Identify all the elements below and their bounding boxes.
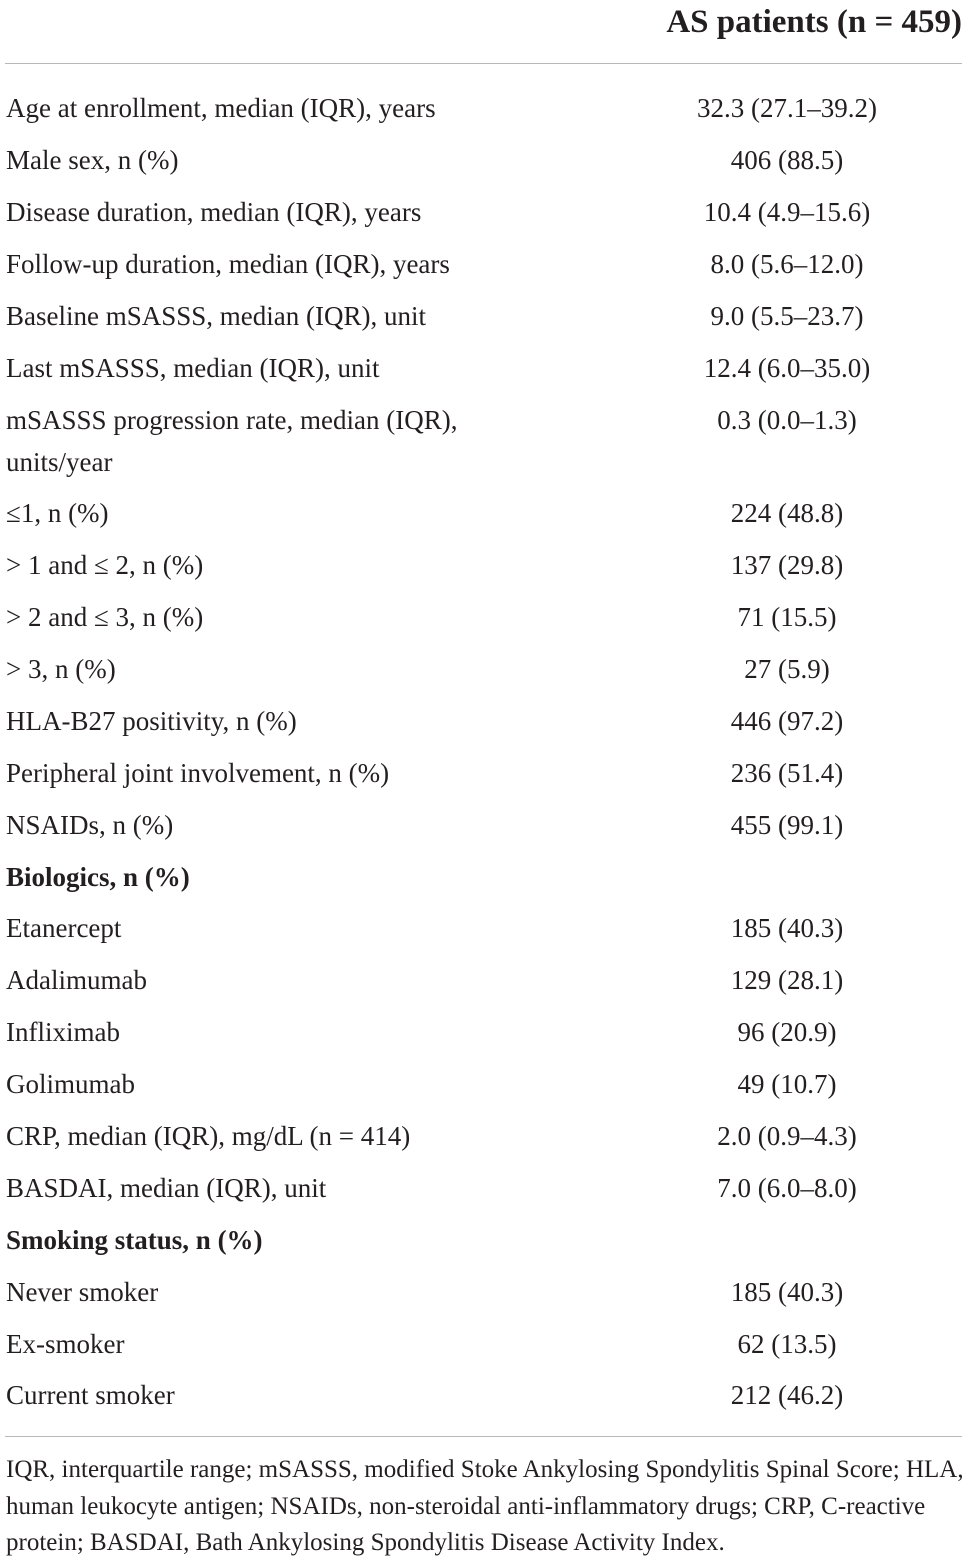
- table-row: [0, 1063, 968, 1115]
- column-header-as-patients: AS patients (n = 459): [666, 4, 962, 40]
- table-row: [0, 1115, 968, 1167]
- row-label: mSASSS progression rate, median (IQR), units/year: [6, 405, 458, 477]
- row-value: 32.3 (27.1–39.2): [697, 93, 877, 123]
- table-row: [0, 596, 968, 648]
- table-row: [0, 1167, 968, 1219]
- row-label: Last mSASSS, median (IQR), unit: [6, 353, 380, 383]
- row-value: 27 (5.9): [744, 654, 830, 684]
- table-row: [0, 492, 968, 544]
- table-row: [0, 87, 968, 139]
- row-value: 224 (48.8): [730, 498, 844, 528]
- row-value: 185 (40.3): [730, 913, 844, 943]
- table-row: [0, 959, 968, 1011]
- table-row: [0, 752, 968, 804]
- row-value: 129 (28.1): [730, 965, 844, 995]
- table-row: [0, 243, 968, 295]
- section-label: Smoking status, n (%): [6, 1225, 263, 1255]
- row-value: 71 (15.5): [737, 602, 837, 632]
- row-label: > 1 and ≤ 2, n (%): [6, 550, 204, 580]
- row-label: NSAIDs, n (%): [6, 810, 174, 840]
- row-value: 406 (88.5): [730, 145, 844, 175]
- table-row: [0, 191, 968, 243]
- row-label: Infliximab: [6, 1017, 120, 1047]
- table-row: [0, 648, 968, 700]
- row-label: Adalimumab: [6, 965, 147, 995]
- row-value: 49 (10.7): [737, 1069, 837, 1099]
- table-row: [0, 544, 968, 596]
- row-value: 10.4 (4.9–15.6): [703, 197, 871, 227]
- section-label: Biologics, n (%): [6, 862, 190, 892]
- table-row: [0, 1323, 968, 1375]
- row-label: Etanercept: [6, 913, 122, 943]
- row-value: 12.4 (6.0–35.0): [703, 353, 871, 383]
- row-label: BASDAI, median (IQR), unit: [6, 1173, 327, 1203]
- table-row: [0, 1374, 968, 1426]
- row-label: Male sex, n (%): [6, 145, 179, 175]
- row-label: Ex-smoker: [6, 1329, 125, 1359]
- row-value: 185 (40.3): [730, 1277, 844, 1307]
- row-value: 0.3 (0.0–1.3): [717, 405, 857, 435]
- row-value: 455 (99.1): [730, 810, 844, 840]
- row-label: Disease duration, median (IQR), years: [6, 197, 422, 227]
- table-row: [0, 700, 968, 752]
- table-row: [0, 139, 968, 191]
- row-value: 7.0 (6.0–8.0): [717, 1173, 857, 1203]
- row-label: > 3, n (%): [6, 654, 116, 684]
- row-label: Age at enrollment, median (IQR), years: [6, 93, 436, 123]
- table-row: [0, 1271, 968, 1323]
- row-label: Golimumab: [6, 1069, 135, 1099]
- table-row: [0, 1011, 968, 1063]
- row-label: ≤1, n (%): [6, 498, 109, 528]
- table-row: [0, 399, 968, 493]
- row-value: 236 (51.4): [730, 758, 844, 788]
- row-label: > 2 and ≤ 3, n (%): [6, 602, 204, 632]
- row-label: CRP, median (IQR), mg/dL (n = 414): [6, 1121, 411, 1151]
- row-label: Current smoker: [6, 1380, 175, 1410]
- row-label: Peripheral joint involvement, n (%): [6, 758, 390, 788]
- row-value: 137 (29.8): [730, 550, 844, 580]
- row-label: Follow-up duration, median (IQR), years: [6, 249, 450, 279]
- header-rule: [5, 63, 962, 64]
- table-header: [0, 0, 962, 44]
- row-value: 8.0 (5.6–12.0): [710, 249, 864, 279]
- table-row: [0, 804, 968, 856]
- section-row-smoking-status: [0, 1219, 968, 1271]
- section-row-biologics: [0, 856, 968, 908]
- table-footnote: IQR, interquartile range; mSASSS, modified Stoke Ankylosing Spondylitis Spinal Score; HLA, human leukocyte antigen; NSAIDs, non-steroidal anti-inflammatory drugs; CRP, C-reactive protein; BASDAI, Bath Ankylosing Spondylitis Disease Activity Index.: [6, 1456, 964, 1556]
- row-label: Baseline mSASSS, median (IQR), unit: [6, 301, 426, 331]
- table-row: [0, 295, 968, 347]
- row-value: 9.0 (5.5–23.7): [710, 301, 864, 331]
- table-row: [0, 347, 968, 399]
- row-value: 446 (97.2): [730, 706, 844, 736]
- row-label: HLA-B27 positivity, n (%): [6, 706, 297, 736]
- row-value: 62 (13.5): [737, 1329, 837, 1359]
- table-row: [0, 907, 968, 959]
- footer-rule: [5, 1436, 962, 1437]
- row-value: 96 (20.9): [737, 1017, 837, 1047]
- row-value: 2.0 (0.9–4.3): [717, 1121, 857, 1151]
- row-label: Never smoker: [6, 1277, 159, 1307]
- row-value: 212 (46.2): [730, 1380, 844, 1410]
